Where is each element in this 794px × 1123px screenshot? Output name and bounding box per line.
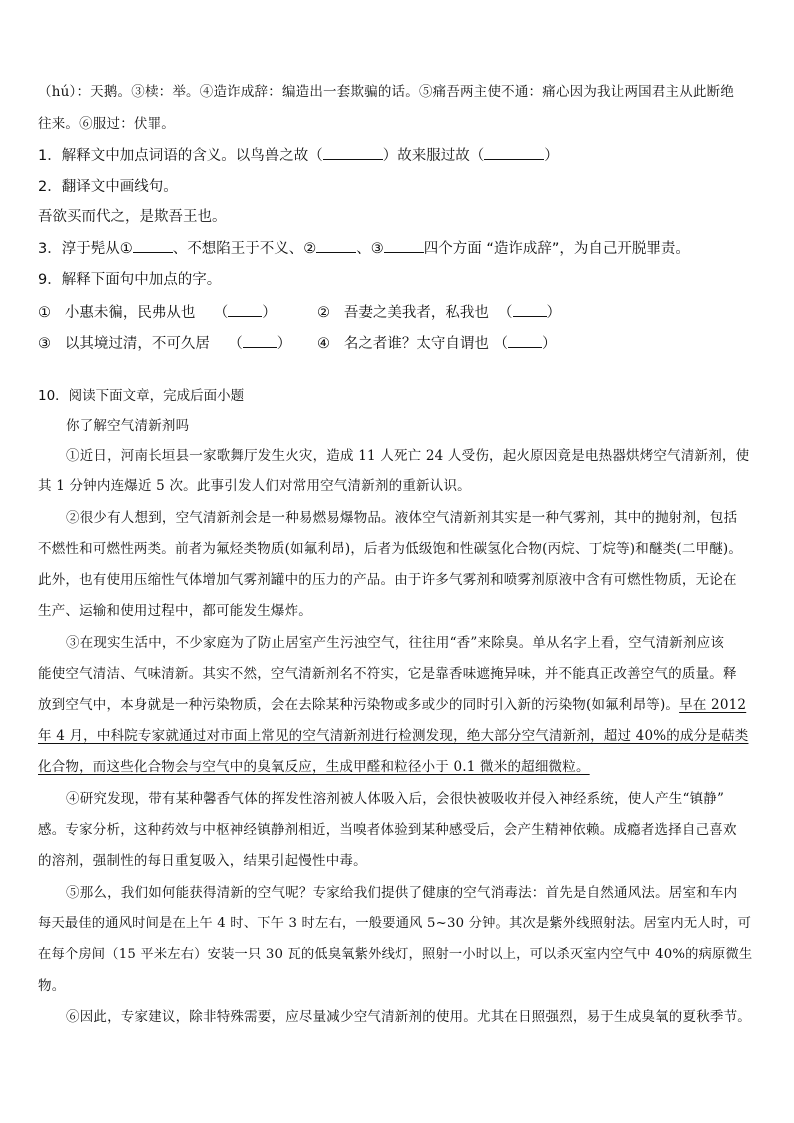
p6-line: ⑥因此，专家建议，除非特殊需要，应尽量减少空气清新剂的使用。尤其在日照强烈，易于生成臭氧的夏秋季节。	[66, 1009, 751, 1025]
p2-line: ②很少有人想到，空气清新剂会是一种易燃易爆物品。液体空气清新剂其实是一种气雾剂，其中的抛射剂，包括	[66, 510, 738, 526]
underlined-sentence: 化合物，而这些化合物会与空气中的臭氧反应，生成甲醛和粒径小于 0.1 微米的超细微粒。	[38, 759, 590, 775]
p5-line: ⑤那么，我们如何能获得清新的空气呢？专家给我们提供了健康的空气消毒法：首先是自然通风法。居室和车内	[66, 885, 738, 901]
q3-pre: 3．淳于髡从①	[38, 241, 133, 257]
paren-right: ）	[541, 336, 557, 352]
p5-line: 在每个房间（15 平米左右）安装一只 30 瓦的低臭氧紫外线灯，照射一小时以上，可以杀灭室内空气中 40%的病原微生	[38, 947, 753, 962]
q9-item-num: ②	[317, 305, 330, 321]
q3-b: 、③	[356, 241, 384, 257]
q9-item-text: 吾妻之美我者，私我也	[343, 305, 489, 321]
p3-text: 放到空气中，本身就是一种污染物质，会在去除某种污染物或多或少的同时引入新的污染物(如氟利昂等)。	[38, 697, 680, 713]
q3-blank-2[interactable]	[316, 238, 356, 253]
p4-line: 感。专家分析，这种药效与中枢神经镇静剂相近，当嗅者体验到某种感受后，会产生精神依赖。成瘾者选择自己喜欢	[38, 822, 737, 838]
q1-pre: 1．解释文中加点词语的含义。以鸟兽之故（	[38, 148, 323, 164]
q9-blank[interactable]	[228, 302, 262, 317]
note-line-1: （hú）：天鹅。③椟：举。④造诈成辞：编造出一套欺骗的话。⑤痛吾两主使不通：痛心因为我让两国君主从此断绝	[38, 84, 735, 100]
p2-line: 此外，也有使用压缩性气体增加气雾剂罐中的压力的产品。由于许多气雾剂和喷雾剂原液中含有可燃性物质，无论在	[38, 572, 737, 588]
q9-item-2	[317, 301, 561, 322]
p3-line: 能使空气清洁、气味清新。其实不然，空气清新剂名不符实，它是靠香味遮掩异味，并不能真正改善空气的质量。释	[38, 666, 737, 682]
paren-left: （	[228, 336, 243, 352]
q9-item-4	[317, 332, 556, 353]
p2-line: 生产、运输和使用过程中，都可能发生爆炸。	[38, 603, 312, 619]
q9-item-num: ④	[317, 336, 330, 352]
p4-line: 的溶剂，强制性的每日重复吸入，结果引起慢性中毒。	[38, 853, 367, 869]
p2-line: 不燃性和可燃性两类。前者为氟烃类物质(如氟利昂)，后者为低级饱和性碳氢化合物(丙烷、丁烷等)和醚类(二甲醚)。	[38, 541, 743, 557]
q9-item-1	[38, 301, 277, 322]
p1-line: ①近日，河南长垣县一家歌舞厅发生火灾，造成 11 人死亡 24 人受伤，起火原因竟是电热器烘烤空气清新剂，使	[66, 448, 750, 464]
paren-right: ）	[546, 305, 562, 321]
paren-right: ）	[276, 336, 292, 352]
q3-a: 、不想陷王于不义、②	[172, 241, 317, 257]
paren-left: （	[498, 305, 513, 321]
q9-blank[interactable]	[513, 302, 547, 317]
q3-blank-3[interactable]	[384, 238, 424, 253]
question-2-title: 2．翻译文中画线句。	[38, 179, 178, 195]
p4-line: ④研究发现，带有某种馨香气体的挥发性溶剂被人体吸入后，会很快被吸收并侵入神经系统，使人产生“镇静”	[66, 791, 725, 807]
q9-item-num: ①	[38, 305, 51, 321]
q9-item-num: ③	[38, 336, 51, 352]
p3-line: ③在现实生活中，不少家庭为了防止居室产生污浊空气，往往用“香”来除臭。单从名字上看，空气清新剂应该	[66, 635, 725, 651]
q9-item-text: 名之者谁？太守自谓也	[343, 336, 489, 352]
underlined-sentence: 早在 2012	[679, 697, 747, 713]
q9-blank[interactable]	[243, 333, 277, 348]
question-9-title: 9．解释下面句中加点的字。	[38, 272, 222, 288]
p5-line: 每天最佳的通风时间是在上午 4 时、下午 3 时左右，一般要通风 5~30 分钟。其次是紫外线照射法。居室内无人时，可	[38, 916, 752, 931]
question-10-heading: 10．阅读下面文章，完成后面小题	[38, 388, 245, 404]
q1-mid: ）故来服过故（	[382, 148, 485, 164]
question-3	[38, 238, 690, 259]
paren-left: （	[493, 336, 508, 352]
q1-post: ）	[544, 148, 559, 164]
underlined-sentence: 年 4 月，中科院专家就通过对市面上常见的空气清新剂进行检测发现，绝大部分空气清新剂，超过 40%的成分是萜类	[38, 728, 749, 744]
q9-item-3	[38, 332, 291, 353]
q1-blank-1[interactable]	[323, 145, 383, 160]
note-line-2: 往来。⑥服过：伏罪。	[38, 116, 175, 132]
passage-title: 你了解空气清新剂吗	[66, 418, 190, 434]
p1-line: 其 1 分钟内连爆近 5 次。此事引发人们对常用空气清新剂的重新认识。	[38, 478, 471, 494]
p3-line	[38, 695, 746, 715]
q9-blank[interactable]	[508, 333, 542, 348]
p5-line: 物。	[38, 978, 66, 994]
q9-item-text: 小惠未徧，民弗从也	[64, 305, 196, 321]
q9-item-text: 以其境过清，不可久居	[64, 336, 210, 352]
paren-right: ）	[262, 305, 277, 321]
question-1	[38, 145, 559, 166]
q3-c: 四个方面 “造诈成辞”，为自己开脱罪责。	[423, 241, 690, 257]
q1-blank-2[interactable]	[484, 145, 544, 160]
q3-blank-1[interactable]	[133, 238, 173, 253]
question-2-sentence: 吾欲买而代之，是欺吾王也。	[38, 209, 227, 225]
paren-left: （	[213, 305, 229, 321]
